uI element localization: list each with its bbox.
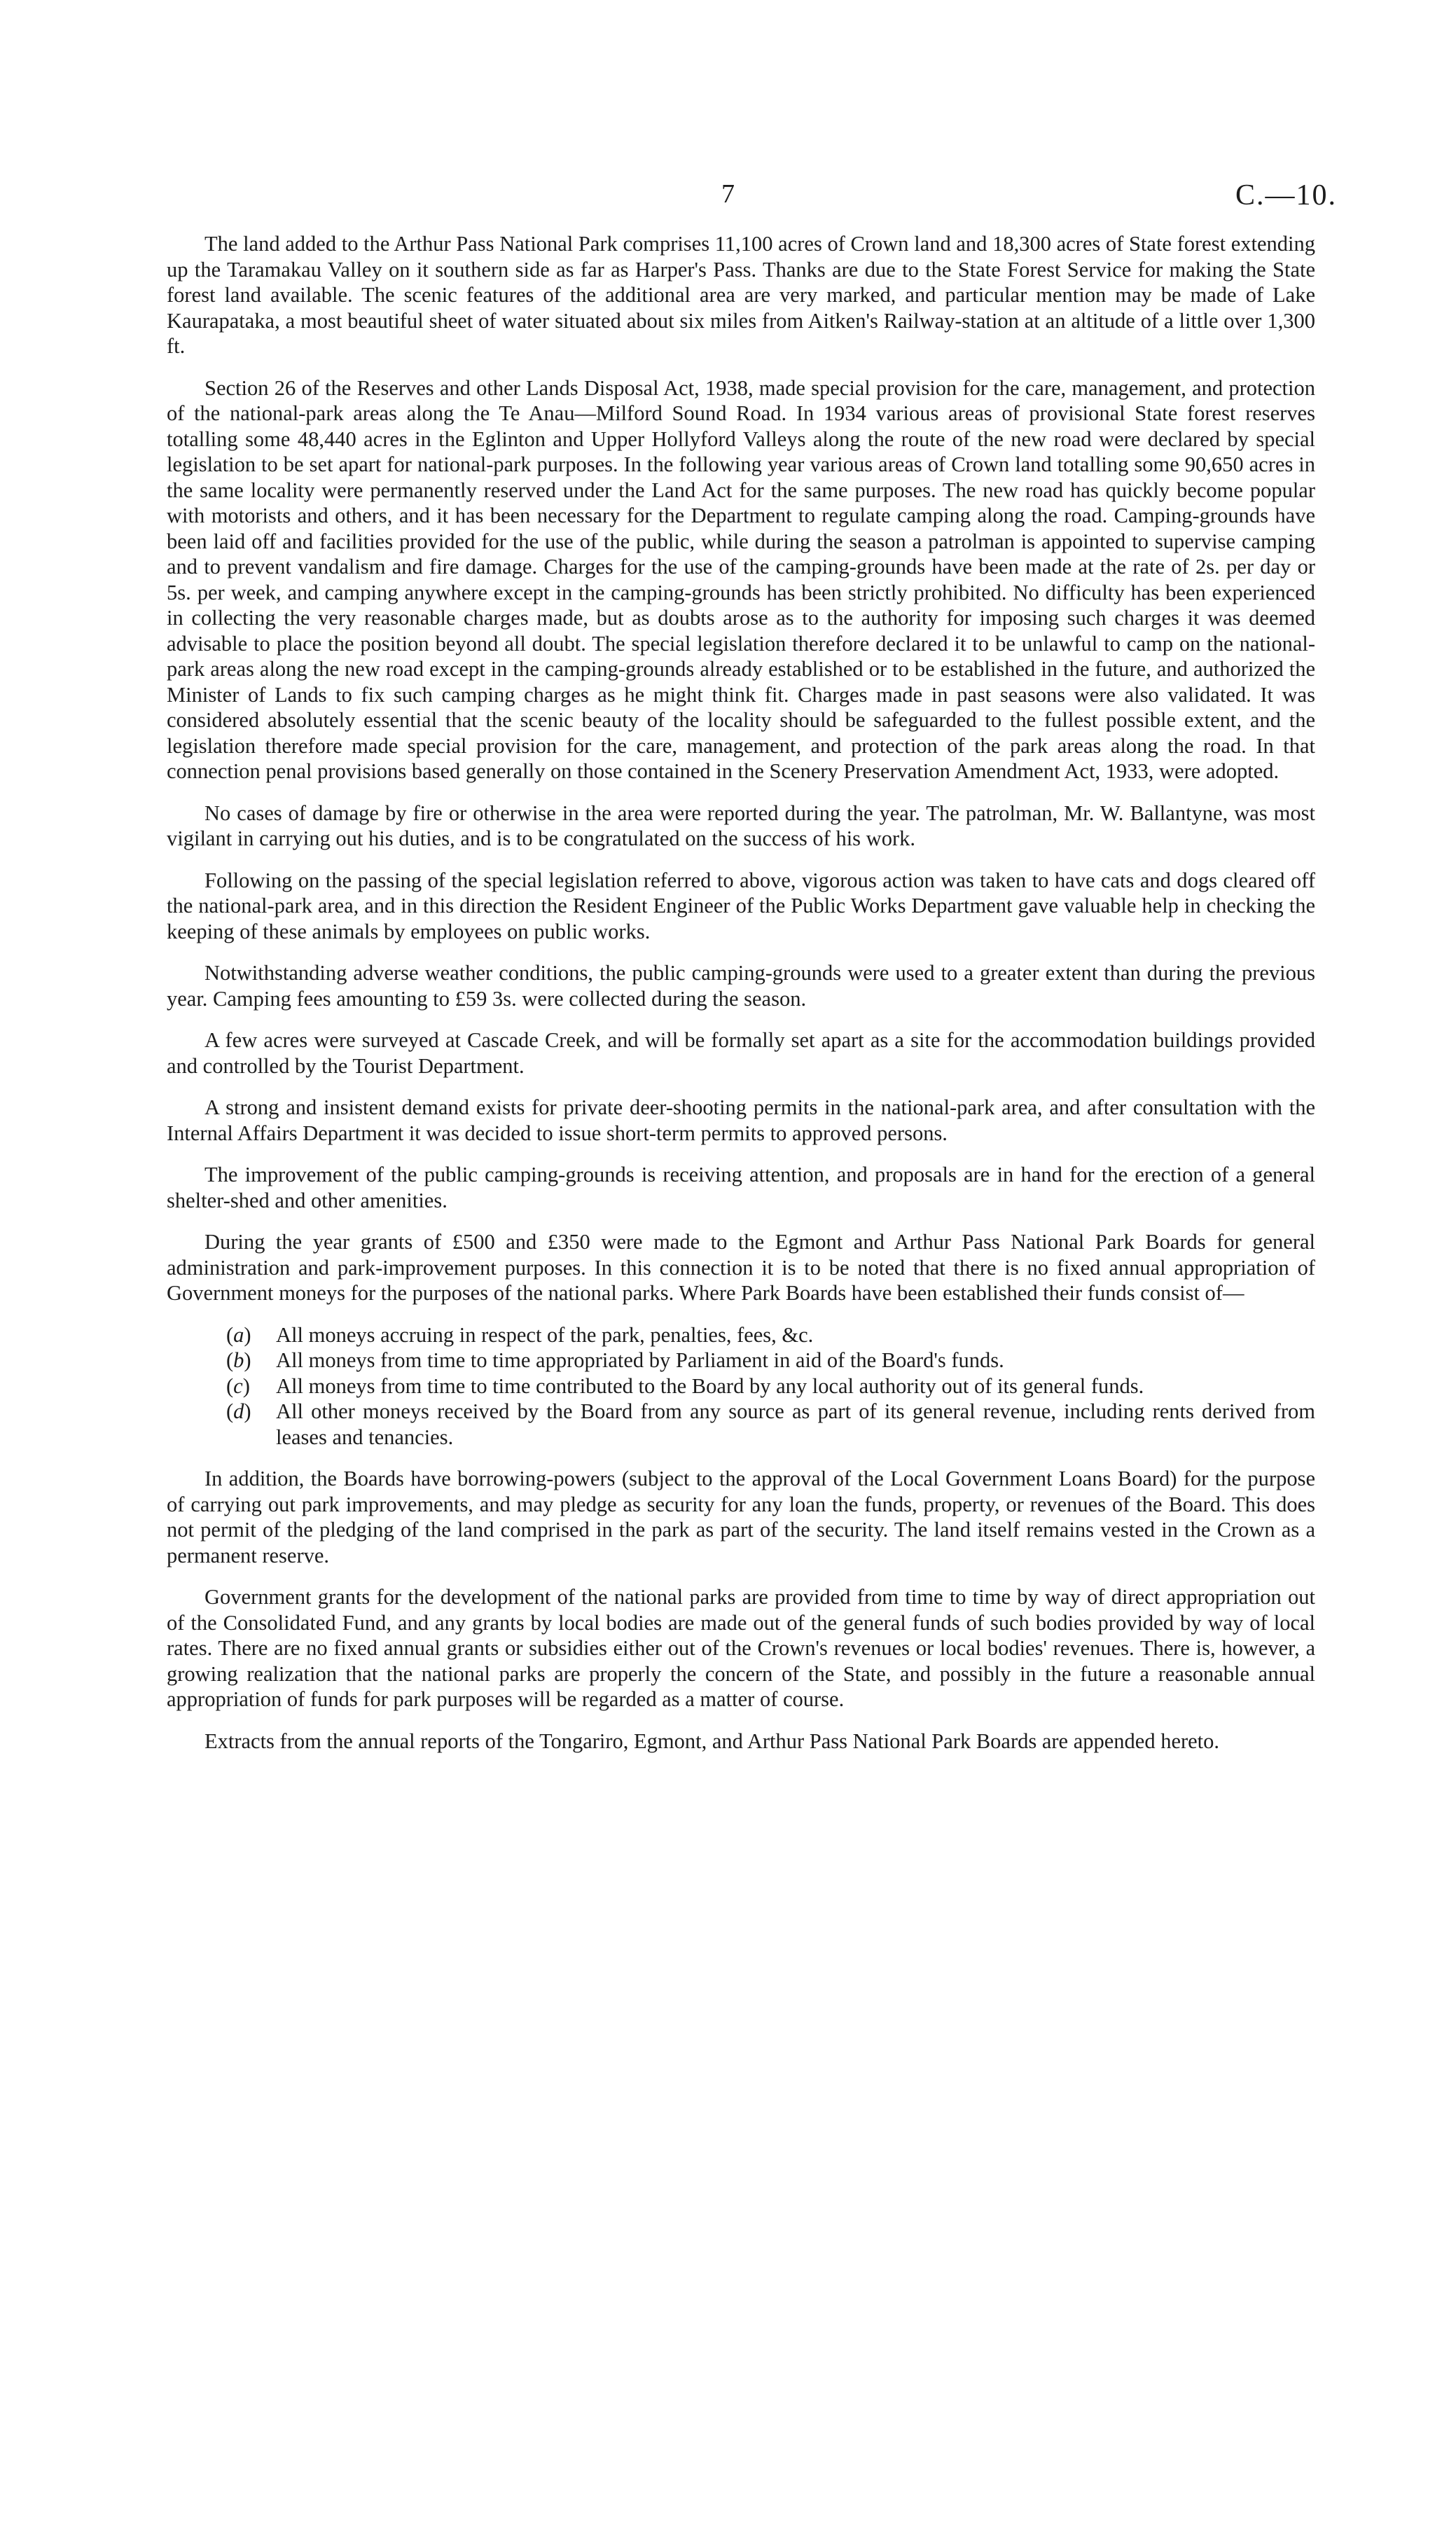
paragraph-cascade-creek: A few acres were surveyed at Cascade Creek, and will be formally set apart as a site for the accommodation buildings provided and controlled by the Tourist Department. <box>167 1028 1315 1078</box>
funds-list <box>167 1322 1315 1450</box>
list-item-text: All moneys accruing in respect of the park, penalties, fees, &c. <box>276 1322 814 1347</box>
list-item-marker: (d) <box>226 1399 251 1423</box>
paragraph-park-additions: The land added to the Arthur Pass National Park comprises 11,100 acres of Crown land and 18,300 acres of State forest extending up the Taramakau Valley on it southern side as far as Harper's Pass. Thanks are due to the State Forest Service for making the State forest land available. The scenic features of the additional area are very marked, and particular mention may be made of Lake Kaurapataka, a most beautiful sheet of water situated about six miles from Aitken's Railway-station at an altitude of a little over 1,300 ft. <box>167 232 1315 358</box>
body-text <box>167 231 1315 1770</box>
paragraph-government-grants: Government grants for the development of the national parks are provided from time to time by way of direct appropriation out of the Consolidated Fund, and any grants by local bodies are made out of the general funds of such bodies provided by way of local rates. There are no fixed annual grants or subsidies either out of the Crown's revenues or local bodies' revenues. There is, however, a growing realization that the national parks are properly the concern of the State, and possibly in the future a reasonable annual appropriation of funds for park purposes will be regarded as a matter of course. <box>167 1585 1315 1711</box>
list-item-marker: (b) <box>226 1348 251 1372</box>
paragraph-grants: During the year grants of £500 and £350 were made to the Egmont and Arthur Pass National Park Boards for general administration and park-improvement purposes. In this connection it is to be noted that there is no fixed annual appropriation of Government moneys for the purposes of the national parks. Where Park Boards have been established their funds consist of— <box>167 1230 1315 1305</box>
list-item-letter: b <box>233 1348 244 1372</box>
list-item-marker: (a) <box>226 1322 251 1347</box>
list-item-letter: d <box>233 1399 244 1423</box>
page-number: 7 <box>721 179 735 209</box>
list-item-marker: (c) <box>226 1373 250 1398</box>
list-item-letter: a <box>233 1322 244 1347</box>
paragraph-improvements: The improvement of the public camping-grounds is receiving attention, and proposals are in hand for the erection of a general shelter-shed and other amenities. <box>167 1163 1315 1212</box>
document-code: C.—10. <box>1235 179 1337 212</box>
paragraph-borrowing-powers: In addition, the Boards have borrowing-powers (subject to the approval of the Local Government Loans Board) for the purpose of carrying out park improvements, and may pledge as security for any loan the funds, property, or revenues of the Board. This does not permit of the pledging of the land comprised in the park as part of the security. The land itself remains vested in the Crown as a permanent reserve. <box>167 1467 1315 1567</box>
paragraph-cats-dogs: Following on the passing of the special legislation referred to above, vigorous action was taken to have cats and dogs cleared off the national-park area, and in this direction the Resident Engineer of the Public Works Department gave valuable help in checking the keeping of these animals by employees on public works. <box>167 868 1315 943</box>
list-item-text: All moneys from time to time appropriated by Parliament in aid of the Board's funds. <box>276 1348 1004 1372</box>
list-item-text: All moneys from time to time contributed to the Board by any local authority out of its general funds. <box>276 1373 1144 1398</box>
paragraph-extracts: Extracts from the annual reports of the Tongariro, Egmont, and Arthur Pass National Park Boards are appended hereto. <box>204 1729 1220 1753</box>
paragraph-deer-permits: A strong and insistent demand exists for private deer-shooting permits in the national-park area, and after consultation with the Internal Affairs Department it was decided to issue short-term permits to approved persons. <box>167 1095 1315 1145</box>
list-item-letter: c <box>233 1373 243 1398</box>
list-item <box>167 1348 1315 1373</box>
paragraph-section-26: Section 26 of the Reserves and other Lands Disposal Act, 1938, made special provision for the care, management, and protection of the national-park areas along the Te Anau—Milford Sound Road. In 1934 various areas of provisional State forest reserves totalling some 48,440 acres in the Eglinton and Upper Hollyford Valleys along the route of the new road were declared by special legislation to be set apart for national-park purposes. In the following year various areas of Crown land totalling some 90,650 acres in the same locality were permanently reserved under the Land Act for the same purposes. The new road has quickly become popular with motorists and others, and it has been necessary for the Department to regulate camping along the road. Camping-grounds have been laid off and facilities provided for the use of the public, while during the season a patrolman is appointed to supervise camping and to prevent vandalism and fire damage. Charges for the use of the camping-grounds have been made at the rate of 2s. per day or 5s. per week, and camping anywhere except in the camping-grounds has been strictly prohibited. No difficulty has been experienced in collecting the very reasonable charges made, but as doubts arose as to the authority for imposing such charges it was deemed advisable to place the position beyond all doubt. The special legislation therefore declared it to be unlawful to camp on the national-park areas along the new road except in the camping-grounds already established or to be established in the future, and authorized the Minister of Lands to fix such camping charges as he might think fit. Charges made in past seasons were also validated. It was considered absolutely essential that the scenic beauty of the locality should be safeguarded to the fullest possible extent, and the legislation therefore made special provision for the care, management, and protection of the park areas along the road. In that connection penal provisions based generally on those contained in the Scenery Preservation Amendment Act, 1933, were adopted. <box>167 375 1315 783</box>
list-item <box>167 1373 1315 1399</box>
paragraph-camping-fees: Notwithstanding adverse weather conditions, the public camping-grounds were used to a greater extent than during the previous year. Camping fees amounting to £59 3s. were collected during the season. <box>167 961 1315 1011</box>
list-item <box>167 1322 1315 1348</box>
list-item <box>167 1399 1315 1450</box>
paragraph-no-damage: No cases of damage by fire or otherwise in the area were reported during the year. The patrolman, Mr. W. Ballantyne, was most vigilant in carrying out his duties, and is to be congratulated on the success of his work. <box>167 801 1315 850</box>
list-item-text: All other moneys received by the Board from any source as part of its general revenue, including rents derived from leases and tenancies. <box>276 1399 1315 1449</box>
